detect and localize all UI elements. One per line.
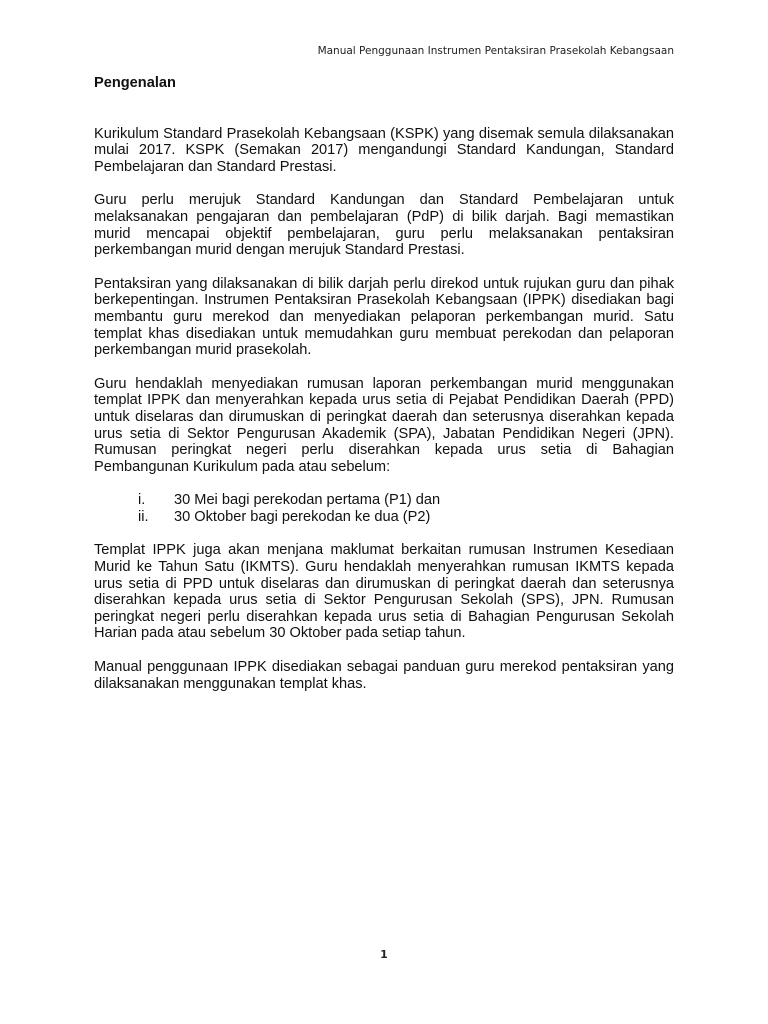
list-item-text: 30 Mei bagi perekodan pertama (P1) dan (174, 492, 441, 509)
paragraph-rumusan-laporan: Guru hendaklah menyediakan rumusan laporan perkembangan murid menggunakan templat IPPK dan menyerahkan kepada urus setia di Pejabat Pendidikan Daerah (PPD) untuk diselaras dan dirumuskan di peringkat daerah dan seterusnya diserahkan kepada urus setia di Sektor Pengurusan Akademik (SPA), Jabatan Pendidikan Negeri (JPN). Rumusan peringkat negeri perlu diserahkan kepada urus setia di Bahagian Pembangunan Kurikulum pada atau sebelum: (94, 375, 674, 475)
deadline-list (94, 492, 674, 525)
list-marker: ii. (138, 508, 149, 525)
list-item (94, 492, 674, 509)
list-item-text: 30 Oktober bagi perekodan ke dua (P2) (174, 508, 431, 525)
list-item (94, 509, 674, 526)
page-number: 1 (380, 948, 388, 961)
section-title: Pengenalan (94, 75, 176, 91)
page-content (94, 75, 674, 709)
paragraph-kspk-intro: Kurikulum Standard Prasekolah Kebangsaan (KSPK) yang disemak semula dilaksanakan mulai 2017. KSPK (Semakan 2017) mengandungi Standard Kandungan, Standard Pembelajaran dan Standard Prestasi. (94, 125, 674, 175)
paragraph-manual-penggunaan: Manual penggunaan IPPK disediakan sebagai panduan guru merekod pentaksiran yang dilaksanakan menggunakan templat khas. (94, 659, 674, 692)
list-marker: i. (138, 492, 146, 509)
paragraph-ikmts: Templat IPPK juga akan menjana maklumat berkaitan rumusan Instrumen Kesediaan Murid ke Tahun Satu (IKMTS). Guru hendaklah menyerahkan rumusan IKMTS kepada urus setia di PPD untuk diselaras dan dirumuskan di peringkat daerah dan seterusnya diserahkan kepada urus setia di Sektor Pengurusan Sekolah (SPS), JPN. Rumusan peringkat negeri perlu diserahkan kepada urus setia di Bahagian Pengurusan Sekolah Harian pada atau sebelum 30 Oktober pada setiap tahun. (94, 542, 674, 642)
running-header: Manual Penggunaan Instrumen Pentaksiran Prasekolah Kebangsaan (317, 45, 674, 57)
paragraph-guru-merujuk: Guru perlu merujuk Standard Kandungan dan Standard Pembelajaran untuk melaksanakan pengajaran dan pembelajaran (PdP) di bilik darjah. Bagi memastikan murid mencapai objektif pembelajaran, guru perlu melaksanakan pentaksiran perkembangan murid dengan merujuk Standard Prestasi. (94, 192, 674, 259)
paragraph-pentaksiran: Pentaksiran yang dilaksanakan di bilik darjah perlu direkod untuk rujukan guru dan pihak berkepentingan. Instrumen Pentaksiran Prasekolah Kebangsaan (IPPK) disediakan bagi membantu guru merekod dan menyediakan pelaporan perkembangan murid. Satu templat khas disediakan untuk memudahkan guru membuat perekodan dan pelaporan perkembangan murid prasekolah. (94, 275, 674, 359)
